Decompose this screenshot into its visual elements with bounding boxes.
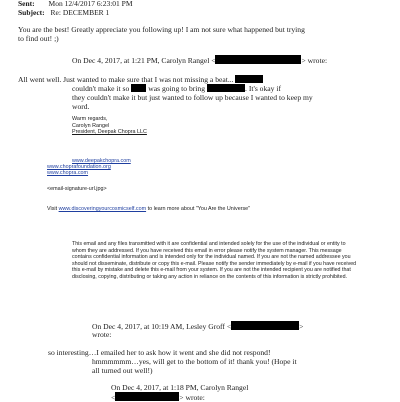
subject-label: Subject: bbox=[18, 8, 45, 17]
quote1-attrib-text: On Dec 4, 2017, at 1:21 PM, Carolyn Rangel < bbox=[72, 56, 216, 65]
confidentiality-disclaimer: This email and any files transmitted with it are confidential and intended solely for the use of the individual or entity to whom they are addressed. If you have received this email in error please notify the system manager. This message contains confidential information and is intended only for the individual named. If you are not the named addressee you should not disseminate, distribute or copy this e-mail. Please notify the sender immediately by e-mail if you have received this e-mail by mistake and delete this e-mail from your system. If you are not the intended recipient you are notified that disclosing, copying, distributing or taking any action in reliance on the contents of this information is strictly prohibited. bbox=[72, 241, 357, 280]
quote2-line-1: so interesting…I emailed her to ask how it went and she did not respond! bbox=[48, 348, 271, 357]
visit-line bbox=[47, 206, 250, 213]
quote3-wrote-line bbox=[111, 392, 205, 402]
visit-pre: Visit bbox=[47, 206, 58, 212]
message-line-1: You are the best! Greatly appreciate you following up! I am not sure what happened but trying bbox=[18, 25, 305, 34]
redacted-name bbox=[235, 75, 263, 83]
quote1-text: . It's okay if bbox=[245, 84, 281, 93]
redacted-email bbox=[231, 321, 299, 330]
link-deepakchopra[interactable]: www.deepakchopra.com bbox=[72, 158, 131, 164]
subject-value: Re: DECEMBER 1 bbox=[50, 8, 110, 17]
signature-title: President, Deepak Chopra LLC bbox=[72, 129, 147, 136]
visit-post: to learn more about "You Are the Universe" bbox=[147, 206, 251, 212]
signature-image-placeholder: <email-signature-url.jpg> bbox=[47, 186, 107, 192]
quote1-text: All went well. Just wanted to make sure that I was not missing a beat... bbox=[18, 75, 234, 84]
quote3-attribution: On Dec 4, 2017, at 1:18 PM, Carolyn Rangel bbox=[111, 383, 249, 392]
redacted-name bbox=[207, 84, 245, 92]
message-line-2: to find out! ;) bbox=[18, 34, 59, 43]
quote3-wrote: > wrote: bbox=[179, 393, 205, 402]
quote2-attrib-text: On Dec 4, 2017, at 10:19 AM, Lesley Groff < bbox=[92, 322, 232, 331]
quote1-text: was going to bring bbox=[148, 84, 206, 93]
sent-row bbox=[18, 0, 133, 8]
quote1-attribution bbox=[72, 55, 327, 65]
link-cosmicself[interactable]: www.discoveringyourcosmicself.com bbox=[58, 206, 147, 212]
link-choprafoundation[interactable]: www.choprafoundation.org bbox=[47, 164, 111, 170]
redacted-email bbox=[215, 55, 301, 64]
quote1-line-4: word. bbox=[72, 102, 90, 111]
subject-row bbox=[18, 8, 109, 17]
quote3-lt: < bbox=[111, 393, 116, 402]
signature-name: Carolyn Rangel bbox=[72, 122, 110, 129]
quote1-line-3: they couldn't make it but just wanted to follow up because I wanted to keep my bbox=[72, 93, 313, 102]
sent-value: Mon 12/4/2017 6:23:01 PM bbox=[48, 0, 133, 8]
quote1-line-2 bbox=[72, 84, 281, 93]
link-chopra[interactable]: www.chopra.com bbox=[47, 170, 89, 176]
signature-block bbox=[72, 116, 147, 136]
quote2-line-3: all turned out well!) bbox=[92, 366, 153, 375]
quote1-attrib-end: > wrote: bbox=[301, 56, 328, 65]
signature-regards: Warm regards, bbox=[72, 116, 108, 122]
redacted-name bbox=[131, 84, 146, 92]
sent-label: Sent: bbox=[18, 0, 35, 8]
quote2-line-2: hmmmmmm…yes, will get to the bottom of it! thank you! (Hope it bbox=[92, 357, 297, 366]
quote2-attribution bbox=[92, 321, 303, 331]
quote1-text: couldn't make it so bbox=[72, 84, 130, 93]
quote2-attrib-end: > bbox=[299, 322, 304, 331]
quote1-line-1 bbox=[18, 75, 263, 84]
signature-link-3[interactable] bbox=[47, 170, 88, 177]
quote2-wrote: wrote: bbox=[92, 330, 112, 339]
